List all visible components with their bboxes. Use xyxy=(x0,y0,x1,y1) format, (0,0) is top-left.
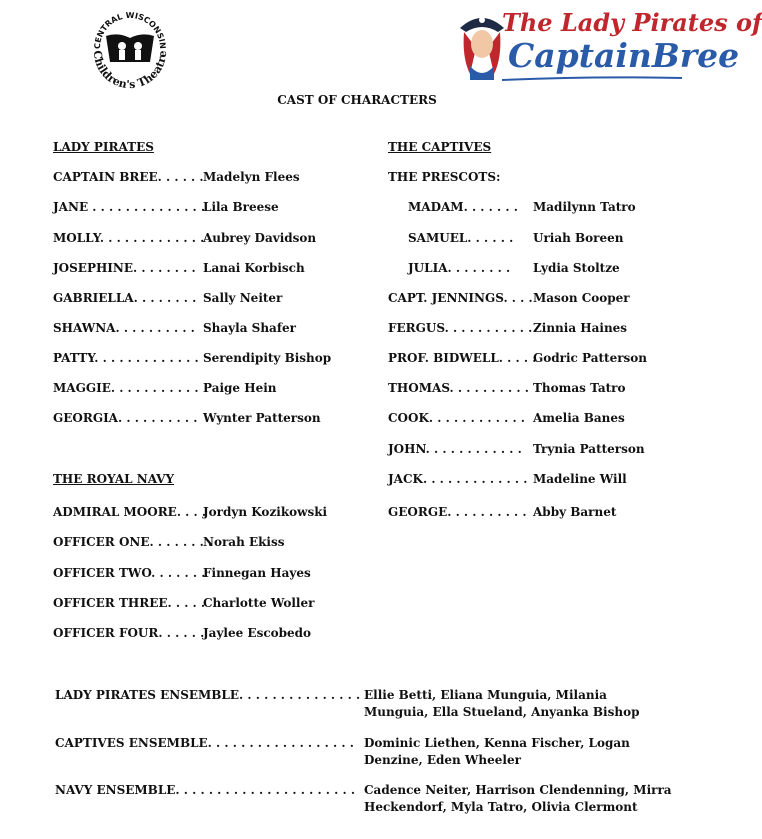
actor-name: Lanai Korbisch xyxy=(203,261,305,275)
actor-name: Sally Neiter xyxy=(203,291,283,305)
actor-name: Thomas Tatro xyxy=(533,381,626,395)
ensemble-names: Ellie Betti, Eliana Munguia, Milania Munguia, Ella Stueland, Anyanka Bishop xyxy=(364,688,640,719)
pirate-captain-icon xyxy=(458,8,506,80)
role-name: MOLLY. . . . . . . . . . . . . xyxy=(53,231,205,245)
actor-name: Lydia Stoltze xyxy=(533,261,620,275)
childrens-theatre-logo xyxy=(84,2,176,94)
actor-name: Jordyn Kozikowski xyxy=(203,505,328,519)
actor-name: Lila Breese xyxy=(203,200,279,214)
role-name: FERGUS. . . . . . . . . . . xyxy=(388,321,533,335)
ensemble-label: NAVY ENSEMBLE. . . . . . . . . . . . . . . . . . . . . . xyxy=(55,783,356,797)
role-name: MAGGIE. . . . . . . . . . . xyxy=(53,381,199,395)
role-name: OFFICER THREE. . . . . xyxy=(53,596,206,610)
actor-name: Shayla Shafer xyxy=(203,321,296,335)
actor-name: Godric Patterson xyxy=(533,351,648,365)
actor-name: Amelia Banes xyxy=(533,411,625,425)
actor-name: Mason Cooper xyxy=(533,291,630,305)
role-name: JANE . . . . . . . . . . . . . . xyxy=(53,200,206,214)
role-name: JOSEPHINE. . . . . . . . xyxy=(53,261,196,275)
role-name: MADAM. . . . . . . xyxy=(408,200,518,214)
captives-heading: THE CAPTIVES xyxy=(388,140,492,154)
role-name: SAMUEL. . . . . . xyxy=(408,231,514,245)
role-name: GEORGE. . . . . . . . . . xyxy=(388,505,527,519)
role-name: JACK. . . . . . . . . . . . . xyxy=(388,472,528,486)
actor-name: Zinnia Haines xyxy=(533,321,628,335)
role-name: GEORGIA. . . . . . . . . . xyxy=(53,411,198,425)
role-name: JOHN. . . . . . . . . . . . xyxy=(388,442,522,456)
role-name: JULIA. . . . . . . . xyxy=(408,261,511,275)
role-name: ADMIRAL MOORE. . . . xyxy=(53,505,207,519)
role-name: SHAWNA. . . . . . . . . . xyxy=(53,321,195,335)
actor-name: Madilynn Tatro xyxy=(533,200,636,214)
actor-name: Paige Hein xyxy=(203,381,277,395)
role-name: CAPT. JENNINGS. . . . xyxy=(388,291,533,305)
role-name: OFFICER ONE. . . . . . . . xyxy=(53,535,213,549)
ensemble-names: Cadence Neiter, Harrison Clendenning, Mirra Heckendorf, Myla Tatro, Olivia Clermont xyxy=(364,783,672,814)
ensemble-label: LADY PIRATES ENSEMBLE. . . . . . . . . . . . . . . xyxy=(55,688,361,702)
actor-name: Aubrey Davidson xyxy=(203,231,317,245)
ensemble-names: Dominic Liethen, Kenna Fischer, Logan Denzine, Eden Wheeler xyxy=(364,736,630,767)
actor-name: Serendipity Bishop xyxy=(203,351,332,365)
lady-pirates-logo xyxy=(458,4,762,84)
actor-name: Finnegan Hayes xyxy=(203,566,311,580)
actor-name: Charlotte Woller xyxy=(203,596,315,610)
logo-top-text: CENTRAL WISCONSIN xyxy=(92,10,168,50)
logo-title-line1: The Lady Pirates of xyxy=(502,8,762,37)
ensemble-label: CAPTIVES ENSEMBLE. . . . . . . . . . . . . . . . . . xyxy=(55,736,354,750)
actor-name: Uriah Boreen xyxy=(533,231,624,245)
logo-bottom-text: Children's Theatre xyxy=(90,49,170,92)
role-name: OFFICER FOUR. . . . . . . xyxy=(53,626,213,640)
role-name: THOMAS. . . . . . . . . . xyxy=(388,381,529,395)
role-name: PROF. BIDWELL. . . . . xyxy=(388,351,537,365)
lady-pirates-heading: LADY PIRATES xyxy=(53,140,154,154)
actor-name: Trynia Patterson xyxy=(533,442,645,456)
sword-underline xyxy=(502,74,682,84)
role-name: CAPTAIN BREE. . . . . . xyxy=(53,170,204,184)
role-name: PATTY. . . . . . . . . . . . . xyxy=(53,351,199,365)
actor-name: Madeline Will xyxy=(533,472,627,486)
page-title: CAST OF CHARACTERS xyxy=(277,93,437,107)
royal-navy-heading: THE ROYAL NAVY xyxy=(53,472,175,486)
actor-name: Abby Barnet xyxy=(533,505,617,519)
actor-name: Madelyn Flees xyxy=(203,170,300,184)
actor-name: Wynter Patterson xyxy=(203,411,321,425)
actor-name: Jaylee Escobedo xyxy=(203,626,312,640)
role-name: OFFICER TWO. . . . . . . xyxy=(53,566,206,580)
prescots-subheading: THE PRESCOTS: xyxy=(388,170,501,184)
actor-name: Norah Ekiss xyxy=(203,535,285,549)
logo-title-line2: CaptainBree xyxy=(508,36,740,75)
role-name: GABRIELLA. . . . . . . . xyxy=(53,291,197,305)
role-name: COOK. . . . . . . . . . . . xyxy=(388,411,525,425)
